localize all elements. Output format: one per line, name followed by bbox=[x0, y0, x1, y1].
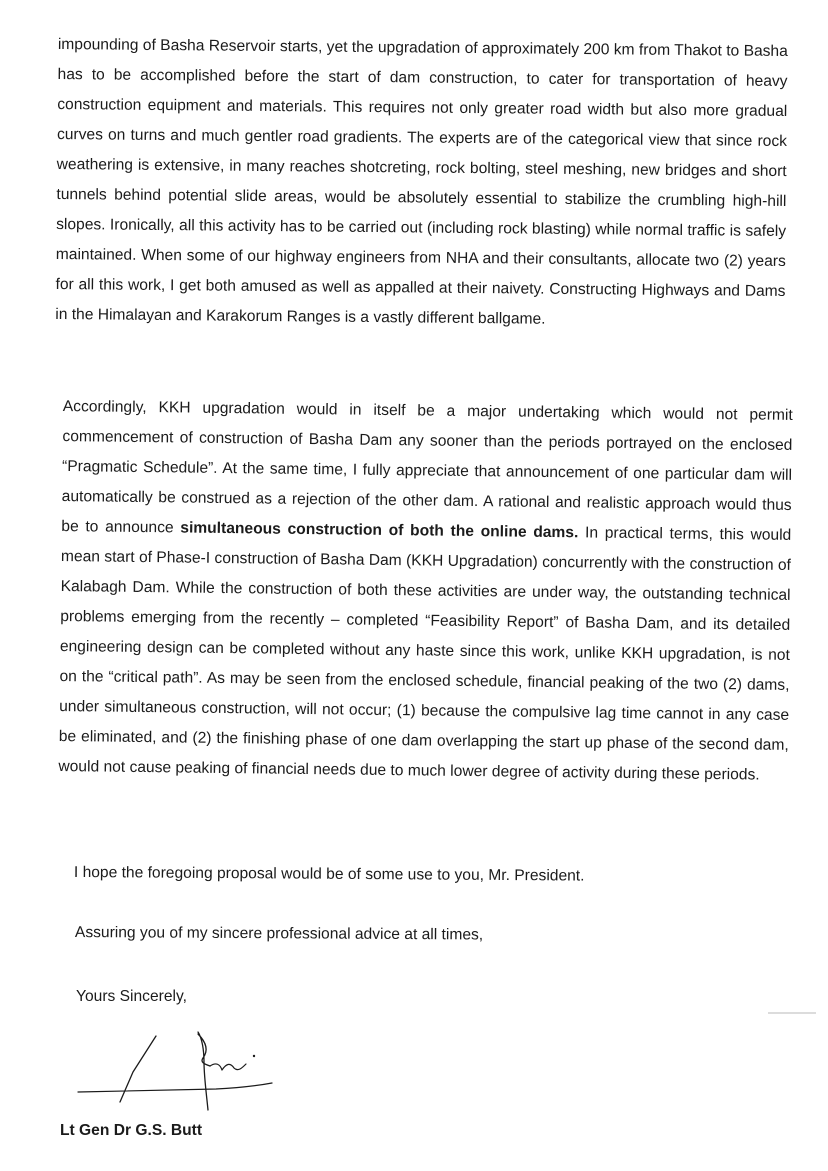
signature-baseline-stroke bbox=[78, 1083, 272, 1092]
paragraph-2-text-a: Accordingly, KKH upgradation would in itself be a major undertaking which would not permit commencement of construction of Basha Dam any sooner than the periods portrayed on the enclosed “Pragmatic Schedule”. At the same time, I fully appreciate that announcement of one particular dam will automatically be construed as a rejection of the other dam. A rational and realistic approach would thus be to announce bbox=[61, 397, 793, 537]
hope-line: I hope the foregoing proposal would be of some use to you, Mr. President. bbox=[73, 864, 585, 885]
paragraph-2-bold-text: simultaneous construction of both the online dams. bbox=[180, 519, 579, 542]
signer-name: Lt Gen Dr G.S. Butt bbox=[60, 1122, 203, 1139]
signature-slash-stroke bbox=[120, 1036, 156, 1102]
signature-flourish-stroke bbox=[210, 1064, 246, 1070]
signature-dot bbox=[253, 1055, 255, 1057]
scan-speck-mark bbox=[768, 1012, 816, 1014]
body-paragraph-1: impounding of Basha Reservoir starts, yet the upgradation of approximately 200 km from Thakot to Basha has to be accomplished before the start of dam construction, to cater for transportation of heavy construction equipment and materials. This requires not only greater road width but also more gradual curves on turns and much gentler road gradients. The experts are of the categorical view that since rock weathering is extensive, in many reaches shotcreting, rock bolting, steel meshing, new bridges and short tunnels behind potential slide areas, would be absolutely essential to stabilize the crumbling high-hill slopes. Ironically, all this activity has to be carried out (including rock blasting) while normal traffic is safely maintained. When some of our highway engineers from NHA and their consultants, allocate two (2) years for all this work, I get both amused as well as appalled at their naivety. Constructing Highways and Dams in the Himalayan and Karakorum Ranges is a vastly different ballgame. bbox=[55, 35, 788, 328]
signature-initial-stroke bbox=[198, 1032, 210, 1110]
closing-salutation: Yours Sincerely, bbox=[76, 988, 187, 1005]
assurance-line: Assuring you of my sincere professional advice at all times, bbox=[74, 924, 484, 944]
paragraph-2-text-b: In practical terms, this would mean start of Phase-I construction of Basha Dam (KKH Upgradation) concurrently with the construction of Kalabagh Dam. While the construction of both these activities are under way, the outstanding technical problems emerging from the recently – completed “Feasibility Report” of Basha Dam, and its detailed engineering design can be completed without any haste since this work, unlike KKH upgradation, is not on the “critical path”. As may be seen from the enclosed schedule, financial peaking of the two (2) dams, under simultaneous construction, will not occur; (1) because the compulsive lag time cannot in any case be eliminated, and (2) the finishing phase of one dam overlapping the start up phase of the second dam, would not cause peaking of financial needs due to much lower degree of activity during these periods. bbox=[58, 524, 792, 784]
handwritten-signature bbox=[76, 1028, 286, 1118]
body-paragraph-2 bbox=[58, 392, 793, 791]
